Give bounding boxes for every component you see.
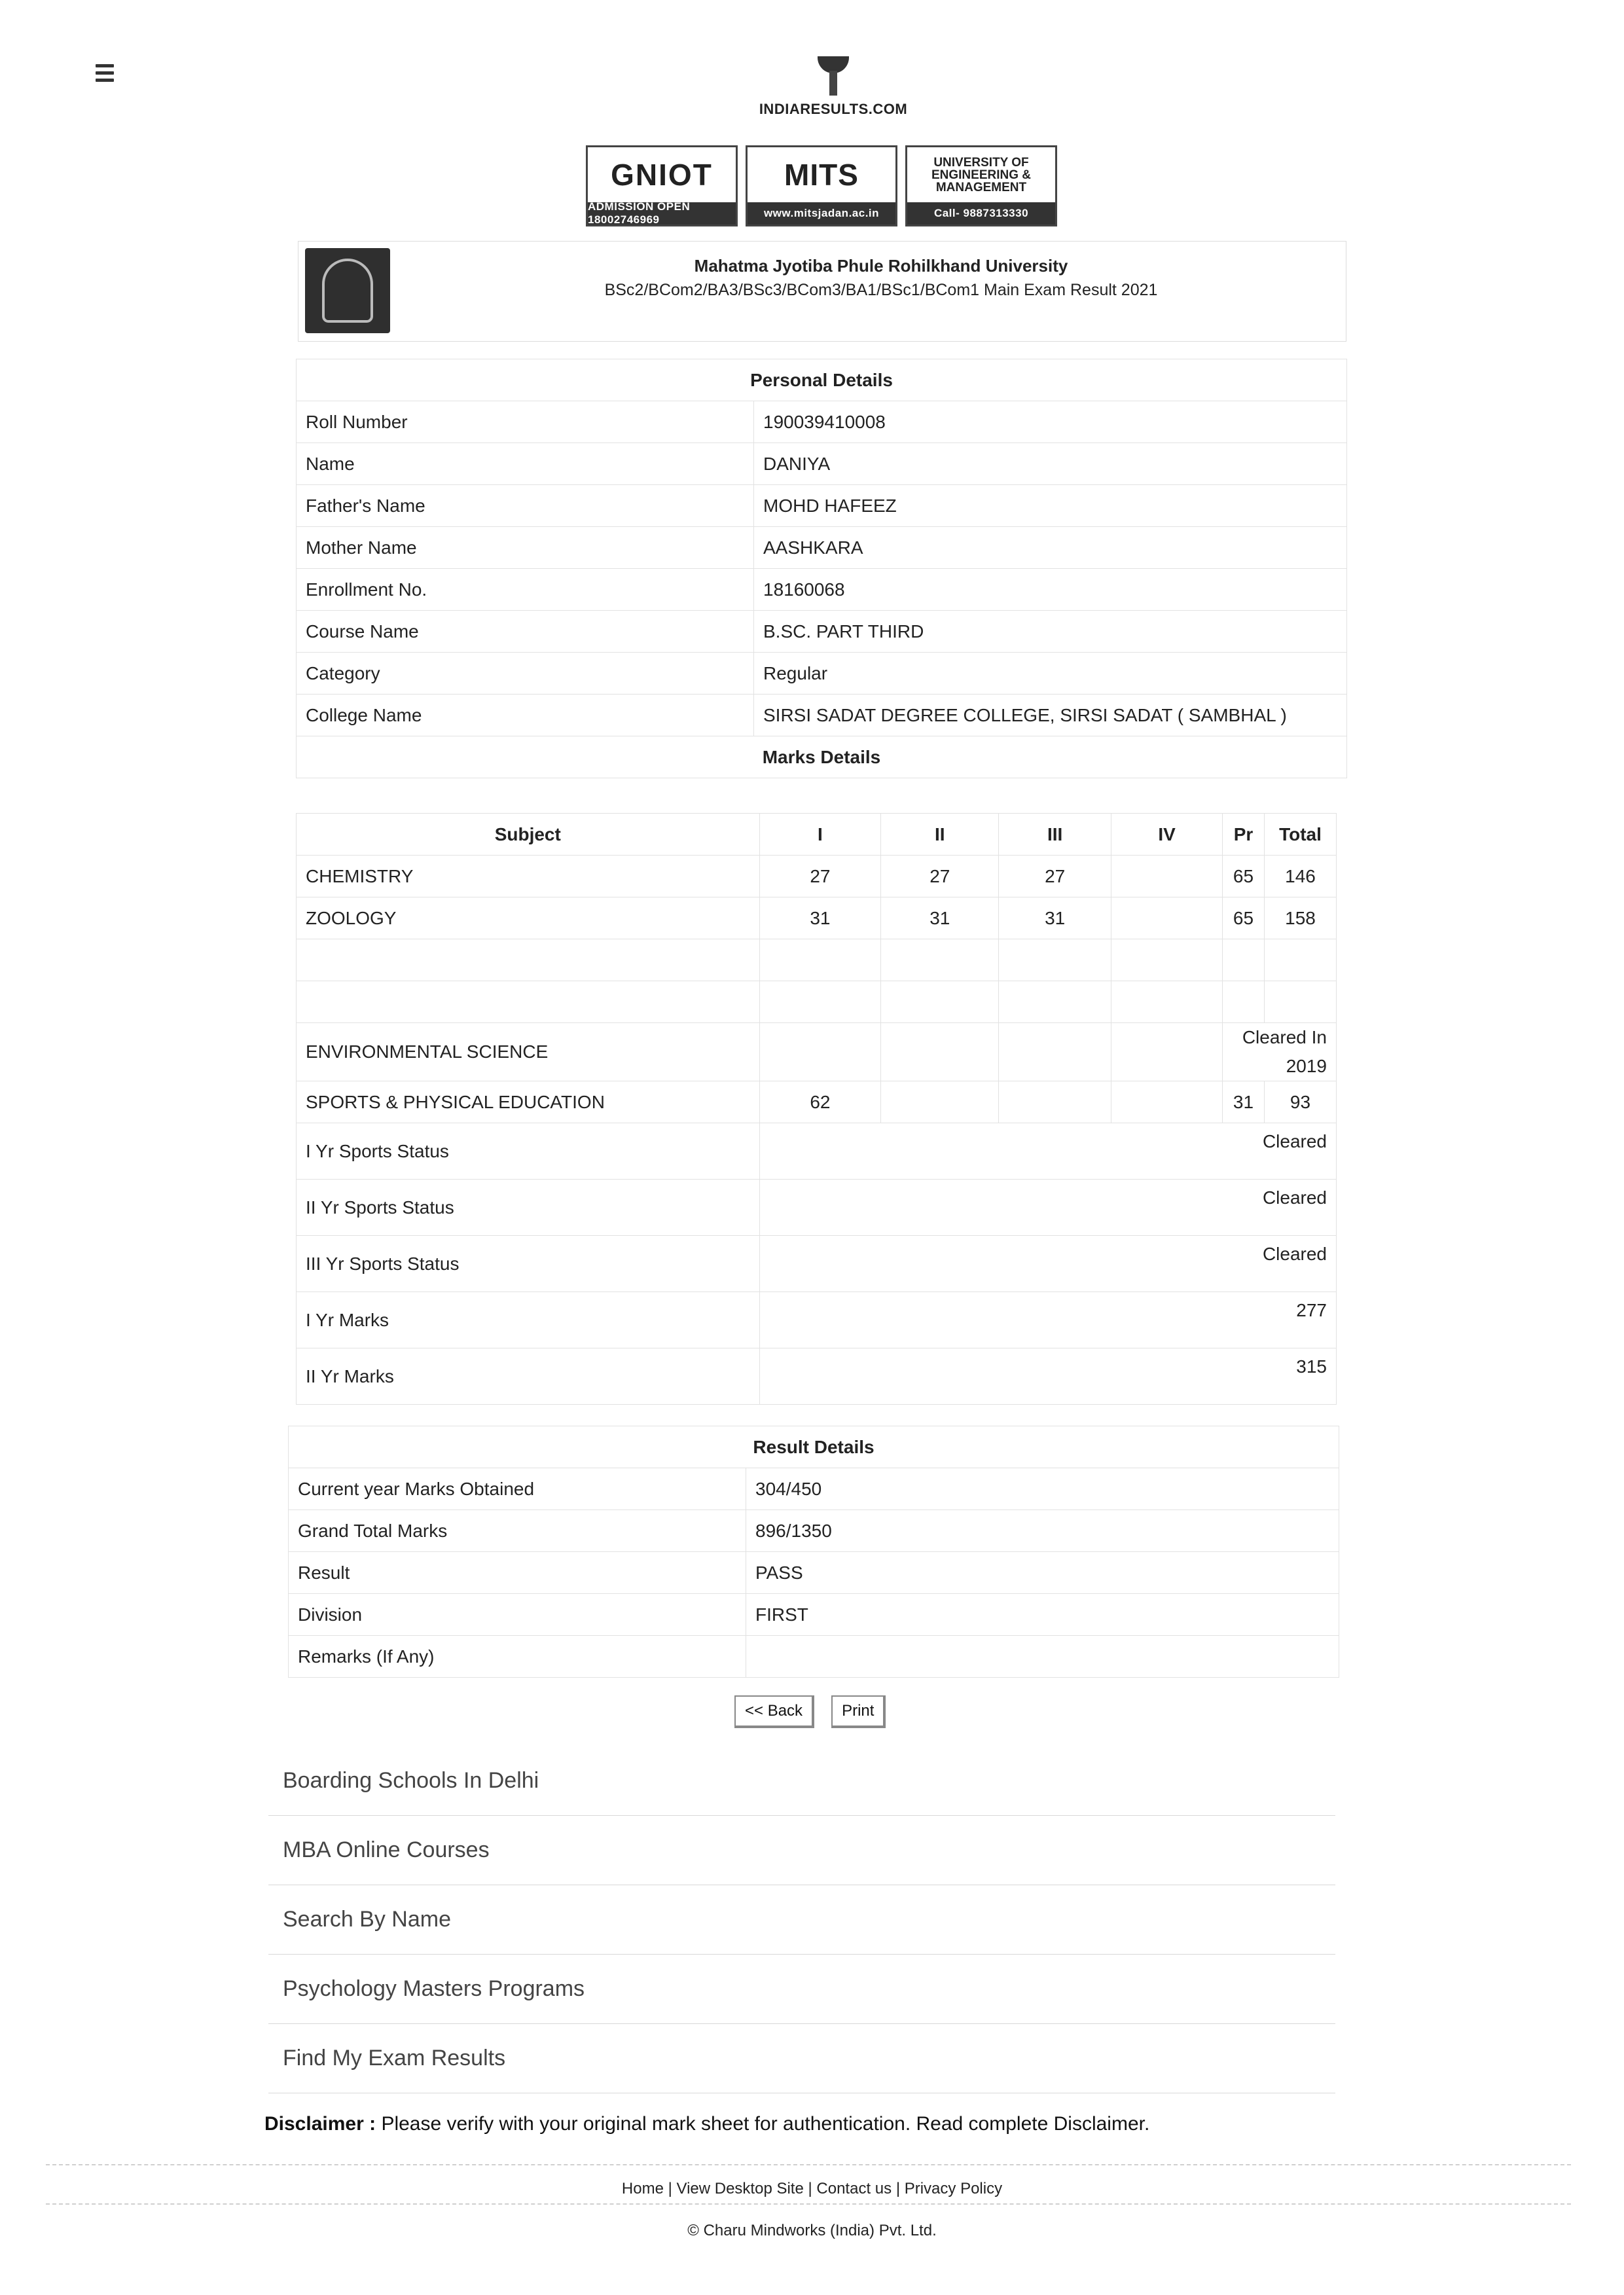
father-name-label: Father's Name [297,485,754,527]
disclaimer-text[interactable]: Please verify with your original mark sheet for authentication. Read complete Disclaimer. [381,2113,1150,2135]
course-name-value: B.SC. PART THIRD [754,611,1347,653]
mark-pr: 65 [1222,856,1264,897]
status-value: 277 [759,1292,1336,1348]
ad-gniot-name: GNIOT [611,158,713,192]
remarks-value [746,1636,1339,1678]
disclaimer-label: Disclaimer : [264,2113,376,2135]
roll-number-value: 190039410008 [754,401,1347,443]
mark-iv [1111,897,1223,939]
table-row [297,1081,1337,1123]
mark-total: 93 [1264,1081,1336,1123]
personal-details-table [296,359,1347,778]
table-row [297,401,1347,443]
footer-link-contact[interactable]: Contact us [816,2180,892,2197]
grand-total-label: Grand Total Marks [289,1510,746,1552]
col-iii: III [999,814,1111,856]
result-details-table [288,1426,1339,1678]
ad-mits-tagline: www.mitsjadan.ac.in [748,202,895,225]
name-value: DANIYA [754,443,1347,485]
subject-name: CHEMISTRY [297,856,760,897]
ad-mits[interactable] [746,145,897,226]
back-button[interactable]: << Back [734,1695,814,1728]
ad-uem-name: UNIVERSITY OF ENGINEERING & MANAGEMENT [931,155,1032,194]
footer-link-desktop-site[interactable]: View Desktop Site [676,2180,804,2197]
mother-name-value: AASHKARA [754,527,1347,569]
table-row [289,1510,1339,1552]
table-row [289,1594,1339,1636]
grand-total-value: 896/1350 [746,1510,1339,1552]
exam-title: BSc2/BCom2/BA3/BSc3/BCom3/BA1/BSc1/BCom1 Main Exam Result 2021 [604,281,1158,299]
division-value: FIRST [746,1594,1339,1636]
footer-separator: | [668,2180,672,2197]
table-row [297,1292,1337,1348]
enrollment-value: 18160068 [754,569,1347,611]
footer-separator: | [808,2180,812,2197]
table-row [297,611,1347,653]
mark-total: 146 [1264,856,1336,897]
status-value: 315 [759,1348,1336,1405]
table-row [297,653,1347,695]
category-value: Regular [754,653,1347,695]
menu-icon[interactable] [96,64,114,86]
link-boarding-schools[interactable]: Boarding Schools In Delhi [268,1746,1335,1816]
marks-details-heading: Marks Details [297,736,1347,778]
ad-mits-name: MITS [784,158,859,192]
mark-i: 27 [759,856,881,897]
university-name: Mahatma Jyotiba Phule Rohilkhand University [694,256,1068,276]
footer-link-home[interactable]: Home [621,2180,664,2197]
mark-pr: 65 [1222,897,1264,939]
mark-i: 62 [759,1081,881,1123]
site-logo[interactable] [745,56,922,118]
remarks-label: Remarks (If Any) [289,1636,746,1678]
mark-i: 31 [759,897,881,939]
footer-divider [46,2203,1571,2205]
table-row [297,1123,1337,1180]
result-value: PASS [746,1552,1339,1594]
col-ii: II [881,814,999,856]
print-button[interactable]: Print [831,1695,886,1728]
mark-pr: 31 [1222,1081,1264,1123]
marks-obtained-value: 304/450 [746,1468,1339,1510]
link-find-exam-results[interactable]: Find My Exam Results [268,2024,1335,2093]
col-total: Total [1264,814,1336,856]
table-row [297,1348,1337,1405]
link-search-by-name[interactable]: Search By Name [268,1885,1335,1955]
footer-link-privacy[interactable]: Privacy Policy [904,2180,1003,2197]
status-value: Cleared [759,1123,1336,1180]
status-label: II Yr Marks [297,1348,760,1405]
mark-iv [1111,856,1223,897]
table-row [289,1552,1339,1594]
empty-row [297,939,1337,981]
menu-bar [96,71,114,75]
ad-uem-tagline: Call- 9887313330 [907,202,1055,225]
env-science-status: Cleared In 2019 [1222,1023,1336,1081]
status-value: Cleared [759,1180,1336,1236]
table-row [297,695,1347,736]
college-name-value: SIRSI SADAT DEGREE COLLEGE, SIRSI SADAT ( SAMBHAL ) [754,695,1347,736]
ad-uem[interactable] [905,145,1057,226]
name-label: Name [297,443,754,485]
subject-name: ZOOLOGY [297,897,760,939]
table-row [297,856,1337,897]
table-row [297,1023,1337,1081]
table-row [297,569,1347,611]
table-row [297,485,1347,527]
mother-name-label: Mother Name [297,527,754,569]
related-links [268,1746,1335,2093]
empty-row [297,981,1337,1023]
table-row [297,1180,1337,1236]
personal-details-heading: Personal Details [297,359,1347,401]
mark-total: 158 [1264,897,1336,939]
mark-ii: 27 [881,856,999,897]
footer-nav [0,2180,1624,2198]
table-row [297,443,1347,485]
category-label: Category [297,653,754,695]
mark-ii: 31 [881,897,999,939]
menu-bar [96,79,114,82]
table-row [289,1468,1339,1510]
action-buttons [734,1695,886,1728]
result-details-heading: Result Details [289,1426,1339,1468]
copyright: © Charu Mindworks (India) Pvt. Ltd. [687,2222,937,2239]
col-i: I [759,814,881,856]
site-logo-icon [818,56,849,96]
link-psychology-masters[interactable]: Psychology Masters Programs [268,1955,1335,2024]
table-row [297,897,1337,939]
subject-name: SPORTS & PHYSICAL EDUCATION [297,1081,760,1123]
col-subject: Subject [297,814,760,856]
division-label: Division [289,1594,746,1636]
father-name-value: MOHD HAFEEZ [754,485,1347,527]
subject-name: ENVIRONMENTAL SCIENCE [297,1023,760,1081]
course-name-label: Course Name [297,611,754,653]
menu-bar [96,64,114,67]
link-mba-online[interactable]: MBA Online Courses [268,1816,1335,1885]
university-seal-icon [305,248,390,333]
marks-obtained-label: Current year Marks Obtained [289,1468,746,1510]
university-header [298,241,1346,342]
ad-gniot-tagline: ADMISSION OPEN 18002746969 [588,202,736,225]
status-label: I Yr Marks [297,1292,760,1348]
enrollment-label: Enrollment No. [297,569,754,611]
col-iv: IV [1111,814,1223,856]
marks-header-row [297,814,1337,856]
status-label: III Yr Sports Status [297,1236,760,1292]
table-row [297,1236,1337,1292]
footer-divider [46,2164,1571,2165]
college-name-label: College Name [297,695,754,736]
result-label: Result [289,1552,746,1594]
status-label: II Yr Sports Status [297,1180,760,1236]
status-value: Cleared [759,1236,1336,1292]
site-logo-text: INDIARESULTS.COM [759,101,908,117]
table-row [289,1636,1339,1678]
disclaimer [264,2113,1149,2135]
footer-separator: | [895,2180,901,2197]
ad-gniot[interactable] [586,145,738,226]
status-label: I Yr Sports Status [297,1123,760,1180]
marks-details-table [296,813,1337,1405]
table-row [297,527,1347,569]
roll-number-label: Roll Number [297,401,754,443]
mark-iii: 31 [999,897,1111,939]
mark-iii: 27 [999,856,1111,897]
ad-banner-row [586,145,1057,226]
col-pr: Pr [1222,814,1264,856]
